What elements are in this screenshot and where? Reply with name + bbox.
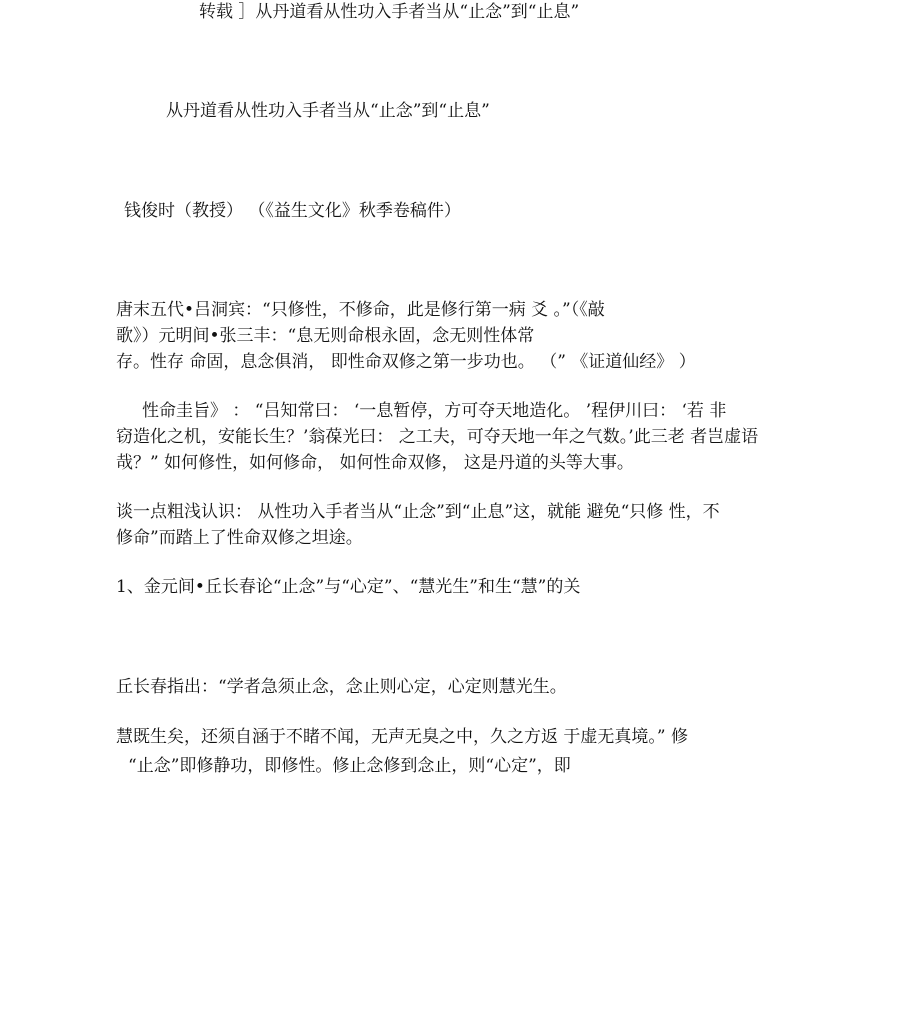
paragraph-line: 慧既生矣，还须自涵于不睹不闻，无声无臭之中，久之方返 于虚无真境。” 修	[116, 727, 688, 747]
paragraph-line: 丘长春指出：“学者急须止念，念止则心定，心定则慧光生。	[116, 677, 567, 697]
page-title: 从丹道看从性功入手者当从“止念”到“止息”	[166, 101, 490, 121]
paragraph-line: 歌》）元明间•张三丰：“息无则命根永固，念无则性体常	[116, 326, 535, 346]
section-heading: 1、金元间•丘长春论“止念”与“心定”、“慧光生”和生“慧”的关	[116, 577, 581, 597]
header-line: 转载 ］从丹道看从性功入手者当从“止念”到“止息”	[199, 2, 580, 22]
paragraph-line: 存。性存 命固，息念俱消， 即性命双修之第一步功也。 （” 《证道仙经》 ）	[116, 352, 696, 372]
paragraph-line: “止念”即修静功，即修性。修止念修到念止，则“心定”，即	[128, 756, 571, 776]
byline: 钱俊时（教授） （《益生文化》秋季卷稿件）	[124, 201, 461, 221]
paragraph-line: 窃造化之机，安能长生？’翁葆光曰： 之工夫，可夺天地一年之气数。’此三老 者岂虚语	[116, 427, 759, 447]
paragraph-line: 修命”而踏上了性命双修之坦途。	[116, 528, 363, 548]
paragraph-line: 性命圭旨》 ： “吕知常曰： ‘一息暂停，方可夺天地造化。 ’程伊川曰： ‘若 非	[142, 401, 727, 421]
paragraph-line: 谈一点粗浅认识： 从性功入手者当从“止念”到“止息”这，就能 避免“只修 性，不	[116, 502, 720, 522]
paragraph-line: 哉？” 如何修性，如何修命， 如何性命双修， 这是丹道的头等大事。	[116, 453, 634, 473]
paragraph-line: 唐末五代•吕洞宾：“只修性，不修命，此是修行第一病 爻 。”（《敲	[116, 300, 605, 320]
